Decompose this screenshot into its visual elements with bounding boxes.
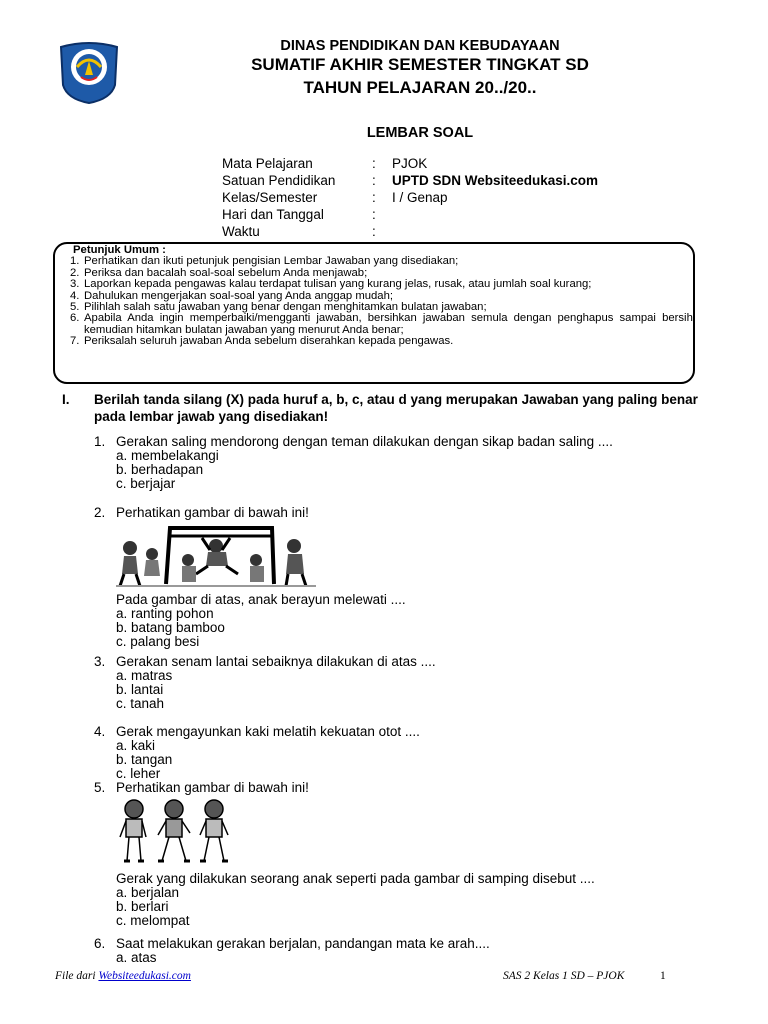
item-text: Laporkan kepada pengawas kalau terdapat tulisan yang kurang jelas, rusak, atau jumlah soal kurang; — [84, 278, 592, 291]
info-key: Mata Pelajaran — [222, 156, 313, 171]
option: b. berhadapan — [116, 462, 204, 477]
info-sep: : — [372, 190, 376, 205]
section-text: Berilah tanda silang (X) pada huruf a, b, c, atau d yang merupakan Jawaban yang paling benar pada lembar jawab yang disediakan! — [94, 392, 698, 424]
footer-prefix: File dari — [55, 970, 96, 982]
info-key: Satuan Pendidikan — [222, 173, 336, 188]
info-value: I / Genap — [392, 190, 448, 205]
children-swinging-bar-illustration — [116, 524, 694, 593]
option: b. berlari — [116, 899, 169, 914]
question-5 — [94, 781, 694, 928]
info-value: UPTD SDN Websiteedukasi.com — [392, 173, 599, 188]
question-text: Gerakan saling mendorong dengan teman dilakukan dengan sikap badan saling .... — [116, 434, 613, 449]
item-text: Periksa dan bacalah soal-soal sebelum Anda menjawab; — [84, 266, 368, 279]
question-4 — [94, 725, 694, 781]
page-title: LEMBAR SOAL — [366, 125, 474, 141]
header-exam-title: SUMATIF AKHIR SEMESTER TINGKAT SD — [251, 55, 589, 74]
option: b. batang bamboo — [116, 620, 225, 635]
question-6 — [94, 937, 694, 965]
question-number: 6. — [94, 936, 106, 951]
option: a. berjalan — [116, 885, 180, 900]
item-number: 7. — [70, 335, 80, 348]
question-number: 3. — [94, 654, 106, 669]
option: c. leher — [116, 766, 161, 781]
item-number: 3. — [70, 278, 80, 291]
info-sep: : — [372, 173, 376, 188]
item-number: 6. — [70, 312, 80, 325]
option: a. membelakangi — [116, 448, 219, 463]
question-text: Gerakan senam lantai sebaiknya dilakukan di atas .... — [116, 654, 436, 669]
page-number: 1 — [660, 970, 666, 982]
tut-wuri-handayani-logo — [55, 37, 123, 105]
option: b. lantai — [116, 682, 164, 697]
question-1 — [94, 435, 694, 491]
info-row — [222, 155, 598, 172]
info-key: Waktu — [222, 224, 260, 239]
item-text: Apabila Anda ingin memperbaiki/mengganti jawaban, bersihkan jawaban semula dengan penghapus sampai bersih, kemudian hitamkan bulatan jawaban yang menurut Anda benar; — [84, 312, 696, 336]
instructions-list — [70, 256, 696, 347]
instructions-title: Petunjuk Umum : — [73, 244, 166, 256]
item-number: 2. — [70, 266, 80, 279]
item-number: 1. — [70, 255, 80, 268]
footer-source-link[interactable]: Websiteedukasi.com — [98, 970, 191, 982]
info-row — [222, 172, 598, 189]
general-instructions — [70, 245, 696, 348]
option: a. atas — [116, 950, 157, 965]
info-sep: : — [372, 207, 376, 222]
item-text: Dahulukan mengerjakan soal-soal yang Anda anggap mudah; — [84, 289, 393, 302]
item-number: 4. — [70, 289, 80, 302]
option: b. tangan — [116, 752, 173, 767]
item-text: Pilihlah salah satu jawaban yang benar dengan menghitamkan bulatan jawaban; — [84, 301, 487, 314]
info-key: Kelas/Semester — [222, 190, 318, 205]
option: c. tanah — [116, 696, 165, 711]
option: c. palang besi — [116, 634, 200, 649]
option: c. berjajar — [116, 476, 176, 491]
exam-info — [222, 155, 598, 240]
question-2 — [94, 506, 694, 649]
children-walking-illustration — [116, 797, 694, 870]
item-number: 5. — [70, 301, 80, 314]
info-sep: : — [372, 224, 376, 239]
item-text: Perhatikan dan ikuti petunjuk pengisian Lembar Jawaban yang disediakan; — [84, 255, 459, 268]
item-text: Periksalah seluruh jawaban Anda sebelum diserahkan kepada pengawas. — [84, 335, 454, 348]
info-value: PJOK — [392, 156, 428, 171]
info-row — [222, 223, 598, 240]
section-number: I. — [62, 392, 70, 407]
question-number: 5. — [94, 780, 106, 795]
question-text: Gerak mengayunkan kaki melatih kekuatan otot .... — [116, 724, 420, 739]
question-text: Perhatikan gambar di bawah ini! — [116, 505, 309, 520]
option: a. ranting pohon — [116, 606, 214, 621]
footer-doc-label: SAS 2 Kelas 1 SD – PJOK — [503, 970, 625, 982]
question-text: Perhatikan gambar di bawah ini! — [116, 780, 309, 795]
question-followup: Gerak yang dilakukan seorang anak seperti pada gambar di samping disebut .... — [116, 871, 595, 886]
section-instruction — [62, 391, 702, 425]
list-item — [70, 279, 696, 290]
question-number: 1. — [94, 434, 106, 449]
option: a. kaki — [116, 738, 156, 753]
list-item — [70, 336, 696, 347]
option: a. matras — [116, 668, 173, 683]
question-followup: Pada gambar di atas, anak berayun melewati .... — [116, 592, 406, 607]
info-row — [222, 189, 598, 206]
footer-source — [55, 970, 191, 982]
list-item — [70, 313, 696, 336]
question-3 — [94, 655, 694, 711]
question-number: 2. — [94, 505, 106, 520]
header-school-year: TAHUN PELAJARAN 20../20.. — [303, 78, 537, 97]
option: c. melompat — [116, 913, 190, 928]
header-agency: DINAS PENDIDIKAN DAN KEBUDAYAAN — [280, 38, 560, 54]
info-row — [222, 206, 598, 223]
question-number: 4. — [94, 724, 106, 739]
info-key: Hari dan Tanggal — [222, 207, 324, 222]
question-text: Saat melakukan gerakan berjalan, pandangan mata ke arah.... — [116, 936, 490, 951]
info-sep: : — [372, 156, 376, 171]
